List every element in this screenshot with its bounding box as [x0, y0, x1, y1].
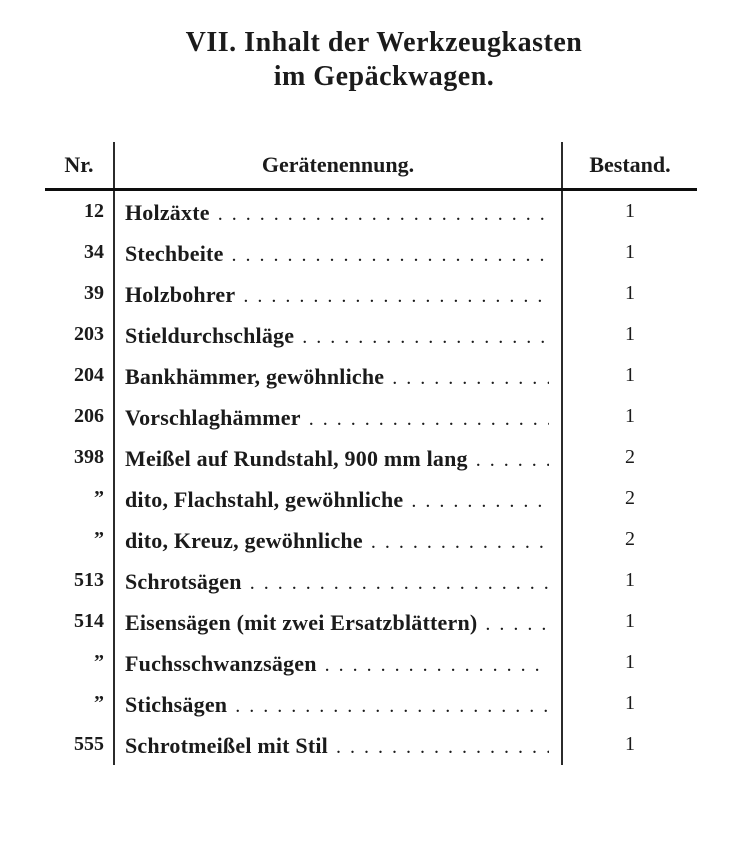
- dot-leader: [336, 736, 549, 759]
- row-item-name: Holzbohrer: [125, 282, 236, 307]
- row-bestand: 1: [625, 733, 635, 755]
- dot-leader: [325, 654, 549, 677]
- row-item-name: Stichsägen: [125, 692, 228, 717]
- row-bestand: 2: [625, 487, 635, 509]
- table-row: [45, 314, 697, 355]
- row-item-name: dito, Kreuz, gewöhnliche: [125, 528, 363, 553]
- dot-leader: [485, 613, 549, 636]
- row-bestand: 1: [625, 364, 635, 386]
- table-row: [45, 437, 697, 478]
- table-row: [45, 519, 697, 560]
- row-item-name: Eisensägen (mit zwei Ersatzblättern): [125, 610, 478, 635]
- row-bestand: 2: [625, 446, 635, 468]
- row-nr: ”: [45, 683, 115, 724]
- row-item-name: dito, Flachstahl, gewöhnliche: [125, 487, 404, 512]
- row-nr: 206: [45, 396, 115, 437]
- table-row: [45, 724, 697, 765]
- table-header-row: [45, 142, 697, 191]
- row-bestand: 2: [625, 528, 635, 550]
- row-nr: 204: [45, 355, 115, 396]
- table-row: [45, 642, 697, 683]
- row-item-name: Schrotmeißel mit Stil: [125, 733, 328, 758]
- row-item-name: Vorschlaghämmer: [125, 405, 301, 430]
- row-nr: ”: [45, 519, 115, 560]
- dot-leader: [218, 203, 549, 226]
- row-bestand: 1: [625, 200, 635, 222]
- row-nr: 555: [45, 724, 115, 765]
- table-row: [45, 478, 697, 519]
- row-nr: ”: [45, 642, 115, 683]
- row-bestand: 1: [625, 323, 635, 345]
- table-row: [45, 232, 697, 273]
- row-bestand: 1: [625, 692, 635, 714]
- row-item-name: Stieldurchschläge: [125, 323, 295, 348]
- dot-leader: [232, 244, 549, 267]
- column-header-bestand: Bestand.: [589, 152, 671, 177]
- row-bestand: 1: [625, 405, 635, 427]
- row-nr: 398: [45, 437, 115, 478]
- row-nr: ”: [45, 478, 115, 519]
- row-nr: 203: [45, 314, 115, 355]
- dot-leader: [250, 572, 549, 595]
- dot-leader: [371, 531, 549, 554]
- row-nr: 513: [45, 560, 115, 601]
- column-header-geraetenennung: Gerätenennung.: [115, 142, 563, 188]
- dot-leader: [243, 285, 549, 308]
- row-item-name: Holzäxte: [125, 200, 210, 225]
- title-line-2: im Gepäckwagen.: [273, 61, 495, 92]
- table-row: [45, 560, 697, 601]
- dot-leader: [476, 449, 549, 472]
- page-title: [14, 26, 740, 94]
- dot-leader: [411, 490, 549, 513]
- row-bestand: 1: [625, 282, 635, 304]
- document-page: [0, 26, 740, 866]
- dot-leader: [392, 367, 549, 390]
- table-row: [45, 273, 697, 314]
- table-body: [45, 191, 697, 765]
- row-bestand: 1: [625, 241, 635, 263]
- dot-leader: [302, 326, 549, 349]
- row-nr: 514: [45, 601, 115, 642]
- row-item-name: Meißel auf Rundstahl, 900 mm lang: [125, 446, 468, 471]
- column-header-nr: Nr.: [45, 142, 115, 188]
- row-bestand: 1: [625, 610, 635, 632]
- row-item-name: Fuchsschwanzsägen: [125, 651, 317, 676]
- row-bestand: 1: [625, 569, 635, 591]
- title-line-1: VII. Inhalt der Werkzeugkasten: [185, 27, 583, 58]
- table-row: [45, 601, 697, 642]
- table-row: [45, 683, 697, 724]
- row-nr: 39: [45, 273, 115, 314]
- row-bestand: 1: [625, 651, 635, 673]
- inventory-table: [45, 142, 697, 765]
- table-row: [45, 191, 697, 232]
- row-item-name: Schrotsägen: [125, 569, 242, 594]
- row-item-name: Stechbeite: [125, 241, 224, 266]
- row-nr: 34: [45, 232, 115, 273]
- dot-leader: [235, 695, 549, 718]
- dot-leader: [309, 408, 549, 431]
- row-nr: 12: [45, 191, 115, 232]
- table-row: [45, 396, 697, 437]
- table-row: [45, 355, 697, 396]
- row-item-name: Bankhämmer, gewöhnliche: [125, 364, 385, 389]
